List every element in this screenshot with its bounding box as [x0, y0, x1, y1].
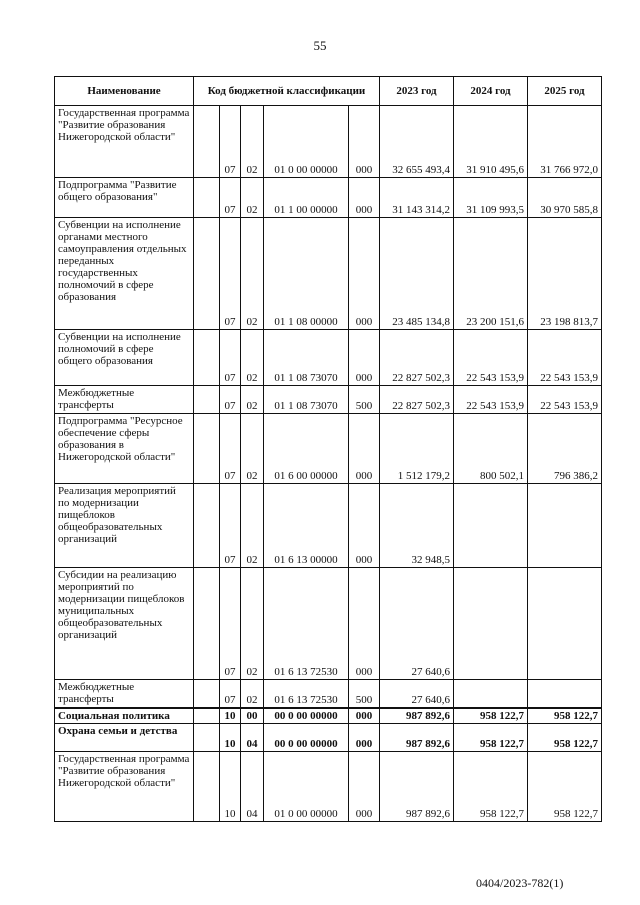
row-empty-col	[194, 414, 220, 484]
row-subsection-code: 02	[241, 386, 264, 414]
row-value-2025: 22 543 153,9	[528, 386, 602, 414]
row-empty-col	[194, 178, 220, 218]
row-value-2025: 31 766 972,0	[528, 106, 602, 178]
row-value-2023: 987 892,6	[380, 724, 454, 752]
row-empty-col	[194, 752, 220, 822]
row-target-code: 01 6 00 00000	[264, 414, 349, 484]
row-subsection-code: 02	[241, 330, 264, 386]
row-value-2024: 800 502,1	[454, 414, 528, 484]
header-2025: 2025 год	[528, 77, 602, 106]
document-code: 0404/2023-782(1)	[476, 876, 564, 890]
row-target-code: 00 0 00 00000	[264, 708, 349, 724]
row-value-2024	[454, 484, 528, 568]
row-subsection-code: 00	[241, 708, 264, 724]
row-empty-col	[194, 330, 220, 386]
row-value-2025	[528, 568, 602, 680]
row-section-code: 07	[220, 106, 241, 178]
row-value-2024	[454, 568, 528, 680]
row-value-2025: 958 122,7	[528, 708, 602, 724]
row-target-code: 01 1 08 73070	[264, 386, 349, 414]
row-value-2024: 31 109 993,5	[454, 178, 528, 218]
table-row	[55, 568, 602, 680]
row-expense-type-code: 000	[349, 568, 380, 680]
row-name: Государственная программа "Развитие образования Нижегородской области"	[55, 106, 194, 178]
row-section-code: 07	[220, 218, 241, 330]
row-expense-type-code: 000	[349, 218, 380, 330]
page-number: 55	[313, 38, 327, 53]
row-section-code: 07	[220, 568, 241, 680]
row-section-code: 07	[220, 484, 241, 568]
table-row	[55, 484, 602, 568]
row-value-2024: 958 122,7	[454, 724, 528, 752]
row-value-2025: 23 198 813,7	[528, 218, 602, 330]
row-name: Межбюджетные трансферты	[55, 386, 194, 414]
row-section-code: 10	[220, 708, 241, 724]
row-value-2023: 31 143 314,2	[380, 178, 454, 218]
row-target-code: 01 0 00 00000	[264, 106, 349, 178]
row-value-2023: 987 892,6	[380, 708, 454, 724]
row-name: Охрана семьи и детства	[55, 724, 194, 752]
table-row	[55, 386, 602, 414]
header-2023: 2023 год	[380, 77, 454, 106]
row-target-code: 00 0 00 00000	[264, 724, 349, 752]
row-value-2024: 22 543 153,9	[454, 386, 528, 414]
row-empty-col	[194, 680, 220, 708]
row-empty-col	[194, 386, 220, 414]
row-empty-col	[194, 218, 220, 330]
row-target-code: 01 0 00 00000	[264, 752, 349, 822]
row-name: Государственная программа "Развитие образования Нижегородской области"	[55, 752, 194, 822]
row-value-2023: 32 655 493,4	[380, 106, 454, 178]
row-expense-type-code: 000	[349, 330, 380, 386]
row-expense-type-code: 000	[349, 178, 380, 218]
row-value-2024: 23 200 151,6	[454, 218, 528, 330]
row-section-code: 07	[220, 414, 241, 484]
row-subsection-code: 02	[241, 106, 264, 178]
row-subsection-code: 04	[241, 752, 264, 822]
row-value-2025: 958 122,7	[528, 752, 602, 822]
table-row	[55, 106, 602, 178]
row-section-code: 10	[220, 724, 241, 752]
row-subsection-code: 02	[241, 218, 264, 330]
header-2024: 2024 год	[454, 77, 528, 106]
row-target-code: 01 6 13 72530	[264, 568, 349, 680]
table-row	[55, 414, 602, 484]
row-section-code: 07	[220, 330, 241, 386]
budget-table	[54, 76, 602, 822]
row-name: Реализация мероприятий по модернизации пищеблоков общеобразовательных организаций	[55, 484, 194, 568]
row-value-2025: 30 970 585,8	[528, 178, 602, 218]
row-value-2023: 1 512 179,2	[380, 414, 454, 484]
row-expense-type-code: 000	[349, 106, 380, 178]
row-target-code: 01 6 13 72530	[264, 680, 349, 708]
row-value-2023: 23 485 134,8	[380, 218, 454, 330]
row-target-code: 01 1 00 00000	[264, 178, 349, 218]
row-empty-col	[194, 106, 220, 178]
row-name: Социальная политика	[55, 708, 194, 724]
row-subsection-code: 02	[241, 484, 264, 568]
row-value-2023: 27 640,6	[380, 680, 454, 708]
row-expense-type-code: 000	[349, 484, 380, 568]
row-name: Субвенции на исполнение полномочий в сфере общего образования	[55, 330, 194, 386]
row-value-2023: 27 640,6	[380, 568, 454, 680]
row-value-2024: 958 122,7	[454, 708, 528, 724]
row-expense-type-code: 000	[349, 708, 380, 724]
row-section-code: 07	[220, 680, 241, 708]
row-empty-col	[194, 568, 220, 680]
row-name: Субсидии на реализацию мероприятий по модернизации пищеблоков муниципальных общеобразовательных организаций	[55, 568, 194, 680]
table-row	[55, 178, 602, 218]
row-value-2024	[454, 680, 528, 708]
row-value-2023: 22 827 502,3	[380, 330, 454, 386]
row-expense-type-code: 500	[349, 680, 380, 708]
row-target-code: 01 1 08 73070	[264, 330, 349, 386]
row-value-2023: 987 892,6	[380, 752, 454, 822]
row-subsection-code: 02	[241, 568, 264, 680]
row-expense-type-code: 000	[349, 724, 380, 752]
row-value-2025	[528, 680, 602, 708]
table-row	[55, 752, 602, 822]
row-value-2023: 22 827 502,3	[380, 386, 454, 414]
row-value-2025: 22 543 153,9	[528, 330, 602, 386]
row-value-2024: 22 543 153,9	[454, 330, 528, 386]
row-expense-type-code: 500	[349, 386, 380, 414]
row-empty-col	[194, 724, 220, 752]
row-value-2023: 32 948,5	[380, 484, 454, 568]
row-expense-type-code: 000	[349, 414, 380, 484]
header-name: Наименование	[55, 77, 194, 106]
row-section-code: 07	[220, 178, 241, 218]
table-row	[55, 724, 602, 752]
row-expense-type-code: 000	[349, 752, 380, 822]
row-value-2025: 796 386,2	[528, 414, 602, 484]
row-empty-col	[194, 708, 220, 724]
row-subsection-code: 04	[241, 724, 264, 752]
row-target-code: 01 1 08 00000	[264, 218, 349, 330]
row-subsection-code: 02	[241, 680, 264, 708]
row-empty-col	[194, 484, 220, 568]
row-value-2024: 958 122,7	[454, 752, 528, 822]
row-name: Межбюджетные трансферты	[55, 680, 194, 708]
row-target-code: 01 6 13 00000	[264, 484, 349, 568]
row-name: Подпрограмма "Развитие общего образования"	[55, 178, 194, 218]
row-value-2024: 31 910 495,6	[454, 106, 528, 178]
table-row	[55, 330, 602, 386]
row-subsection-code: 02	[241, 178, 264, 218]
row-name: Субвенции на исполнение органами местного самоуправления отдельных переданных государственных полномочий в сфере образования	[55, 218, 194, 330]
header-code: Код бюджетной классификации	[194, 77, 380, 106]
row-value-2025: 958 122,7	[528, 724, 602, 752]
table-row	[55, 708, 602, 724]
row-section-code: 10	[220, 752, 241, 822]
row-name: Подпрограмма "Ресурсное обеспечение сферы образования в Нижегородской области"	[55, 414, 194, 484]
table-row	[55, 680, 602, 708]
row-subsection-code: 02	[241, 414, 264, 484]
table-header-row	[55, 77, 602, 106]
row-value-2025	[528, 484, 602, 568]
table-row	[55, 218, 602, 330]
row-section-code: 07	[220, 386, 241, 414]
